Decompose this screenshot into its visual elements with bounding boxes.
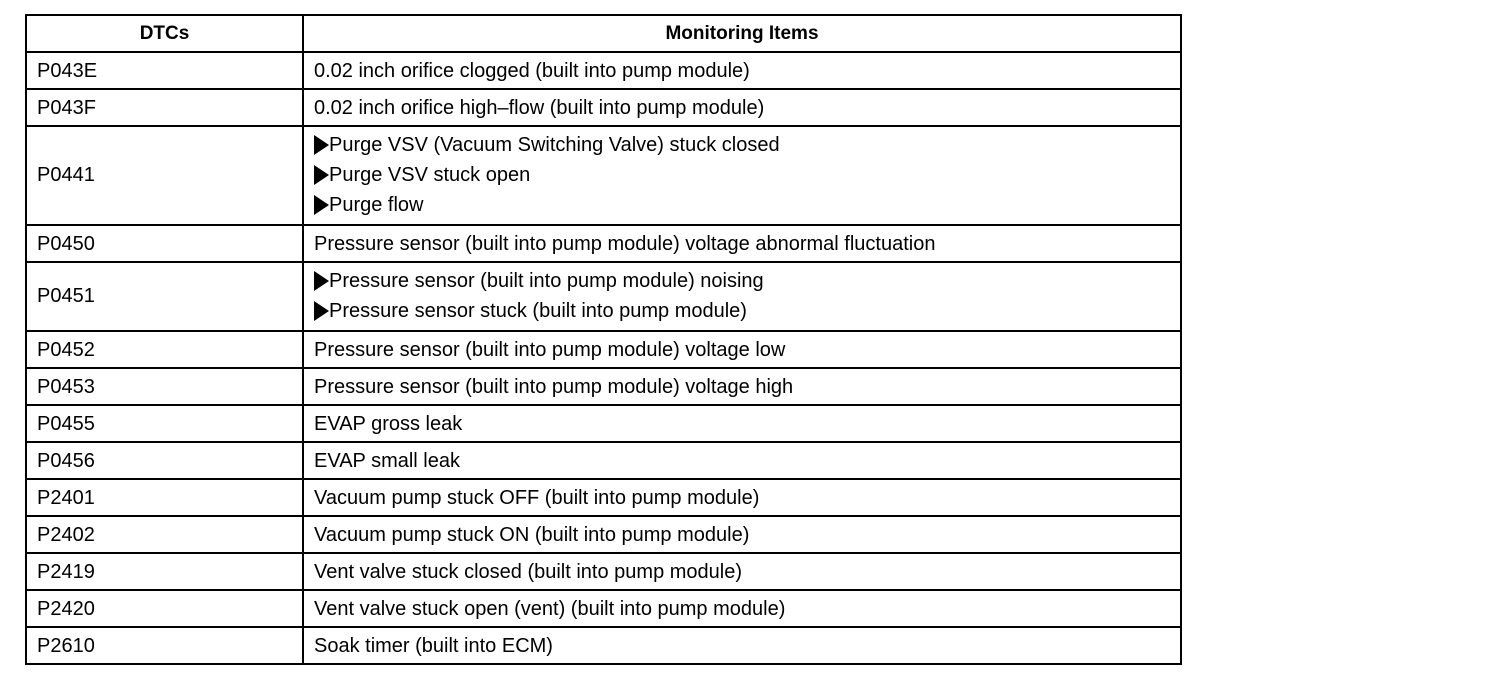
table-body [26, 52, 1181, 664]
monitoring-items-cell [303, 479, 1181, 516]
dtc-code-cell: P043E [26, 52, 303, 89]
monitoring-item [314, 56, 1180, 86]
monitoring-item [314, 557, 1180, 587]
monitoring-item [314, 160, 1180, 190]
dtc-code-cell: P2420 [26, 590, 303, 627]
table-row [26, 89, 1181, 126]
table-row [26, 627, 1181, 664]
dtc-code-cell: P0441 [26, 126, 303, 225]
monitoring-item-text: EVAP gross leak [314, 412, 463, 435]
dtc-code-cell: P0452 [26, 331, 303, 368]
right-triangle-icon [314, 135, 329, 155]
right-triangle-icon [314, 195, 329, 215]
monitoring-item-text: Purge flow [329, 194, 424, 216]
dtc-code-cell: P0456 [26, 442, 303, 479]
monitoring-items-cell [303, 553, 1181, 590]
table-row [26, 516, 1181, 553]
monitoring-item-text: Vent valve stuck closed (built into pump module) [314, 560, 742, 583]
monitoring-item-text: Pressure sensor (built into pump module) noising [329, 270, 764, 292]
table-row [26, 479, 1181, 516]
monitoring-item-text: Pressure sensor (built into pump module) voltage low [314, 338, 786, 361]
dtc-code-cell: P2401 [26, 479, 303, 516]
table-row [26, 553, 1181, 590]
dtc-code-cell: P2402 [26, 516, 303, 553]
monitoring-items-cell [303, 368, 1181, 405]
monitoring-items-cell [303, 262, 1181, 331]
monitoring-items-cell [303, 516, 1181, 553]
monitoring-item [314, 296, 1180, 326]
table-row [26, 126, 1181, 225]
monitoring-item [314, 130, 1180, 160]
monitoring-item [314, 372, 1180, 402]
table-row [26, 225, 1181, 262]
dtc-code-cell: P043F [26, 89, 303, 126]
monitoring-items-cell [303, 405, 1181, 442]
dtc-code-cell: P2419 [26, 553, 303, 590]
monitoring-items-cell [303, 52, 1181, 89]
monitoring-item [314, 631, 1180, 661]
monitoring-items-cell [303, 126, 1181, 225]
dtc-code-cell: P0450 [26, 225, 303, 262]
monitoring-items-cell [303, 627, 1181, 664]
monitoring-item [314, 229, 1180, 259]
table-header-row [26, 15, 1181, 52]
table-row [26, 52, 1181, 89]
monitoring-item-text: Purge VSV (Vacuum Switching Valve) stuck closed [329, 134, 780, 156]
right-triangle-icon [314, 271, 329, 291]
column-header-monitoring-items: Monitoring Items [303, 15, 1181, 52]
dtc-code-cell: P0451 [26, 262, 303, 331]
dtc-code-cell: P0455 [26, 405, 303, 442]
table-row [26, 405, 1181, 442]
monitoring-item-text: Purge VSV stuck open [329, 164, 531, 186]
table-row [26, 368, 1181, 405]
dtc-code-cell: P0453 [26, 368, 303, 405]
monitoring-item [314, 190, 1180, 220]
table-row [26, 262, 1181, 331]
right-triangle-icon [314, 301, 329, 321]
monitoring-item-text: Pressure sensor stuck (built into pump module) [329, 300, 747, 322]
dtc-monitoring-table [25, 14, 1182, 665]
dtc-code-cell: P2610 [26, 627, 303, 664]
table-row [26, 590, 1181, 627]
monitoring-item [314, 266, 1180, 296]
monitoring-item-text: 0.02 inch orifice high–flow (built into pump module) [314, 96, 765, 119]
monitoring-items-cell [303, 331, 1181, 368]
monitoring-items-cell [303, 442, 1181, 479]
right-triangle-icon [314, 165, 329, 185]
monitoring-item-text: Pressure sensor (built into pump module) voltage high [314, 375, 794, 398]
monitoring-item-text: Vacuum pump stuck OFF (built into pump module) [314, 486, 760, 509]
monitoring-item [314, 93, 1180, 123]
monitoring-items-cell [303, 89, 1181, 126]
monitoring-item [314, 335, 1180, 365]
monitoring-item [314, 594, 1180, 624]
monitoring-items-cell [303, 225, 1181, 262]
monitoring-items-cell [303, 590, 1181, 627]
table-row [26, 442, 1181, 479]
table-row [26, 331, 1181, 368]
monitoring-item-text: Vent valve stuck open (vent) (built into pump module) [314, 597, 786, 620]
monitoring-item [314, 409, 1180, 439]
monitoring-item-text: Pressure sensor (built into pump module) voltage abnormal fluctuation [314, 232, 936, 255]
monitoring-item-text: 0.02 inch orifice clogged (built into pump module) [314, 59, 750, 82]
monitoring-item [314, 446, 1180, 476]
monitoring-item-text: Soak timer (built into ECM) [314, 634, 553, 657]
monitoring-item-text: Vacuum pump stuck ON (built into pump module) [314, 523, 750, 546]
column-header-dtcs: DTCs [26, 15, 303, 52]
monitoring-item [314, 520, 1180, 550]
monitoring-item-text: EVAP small leak [314, 449, 460, 472]
monitoring-item [314, 483, 1180, 513]
